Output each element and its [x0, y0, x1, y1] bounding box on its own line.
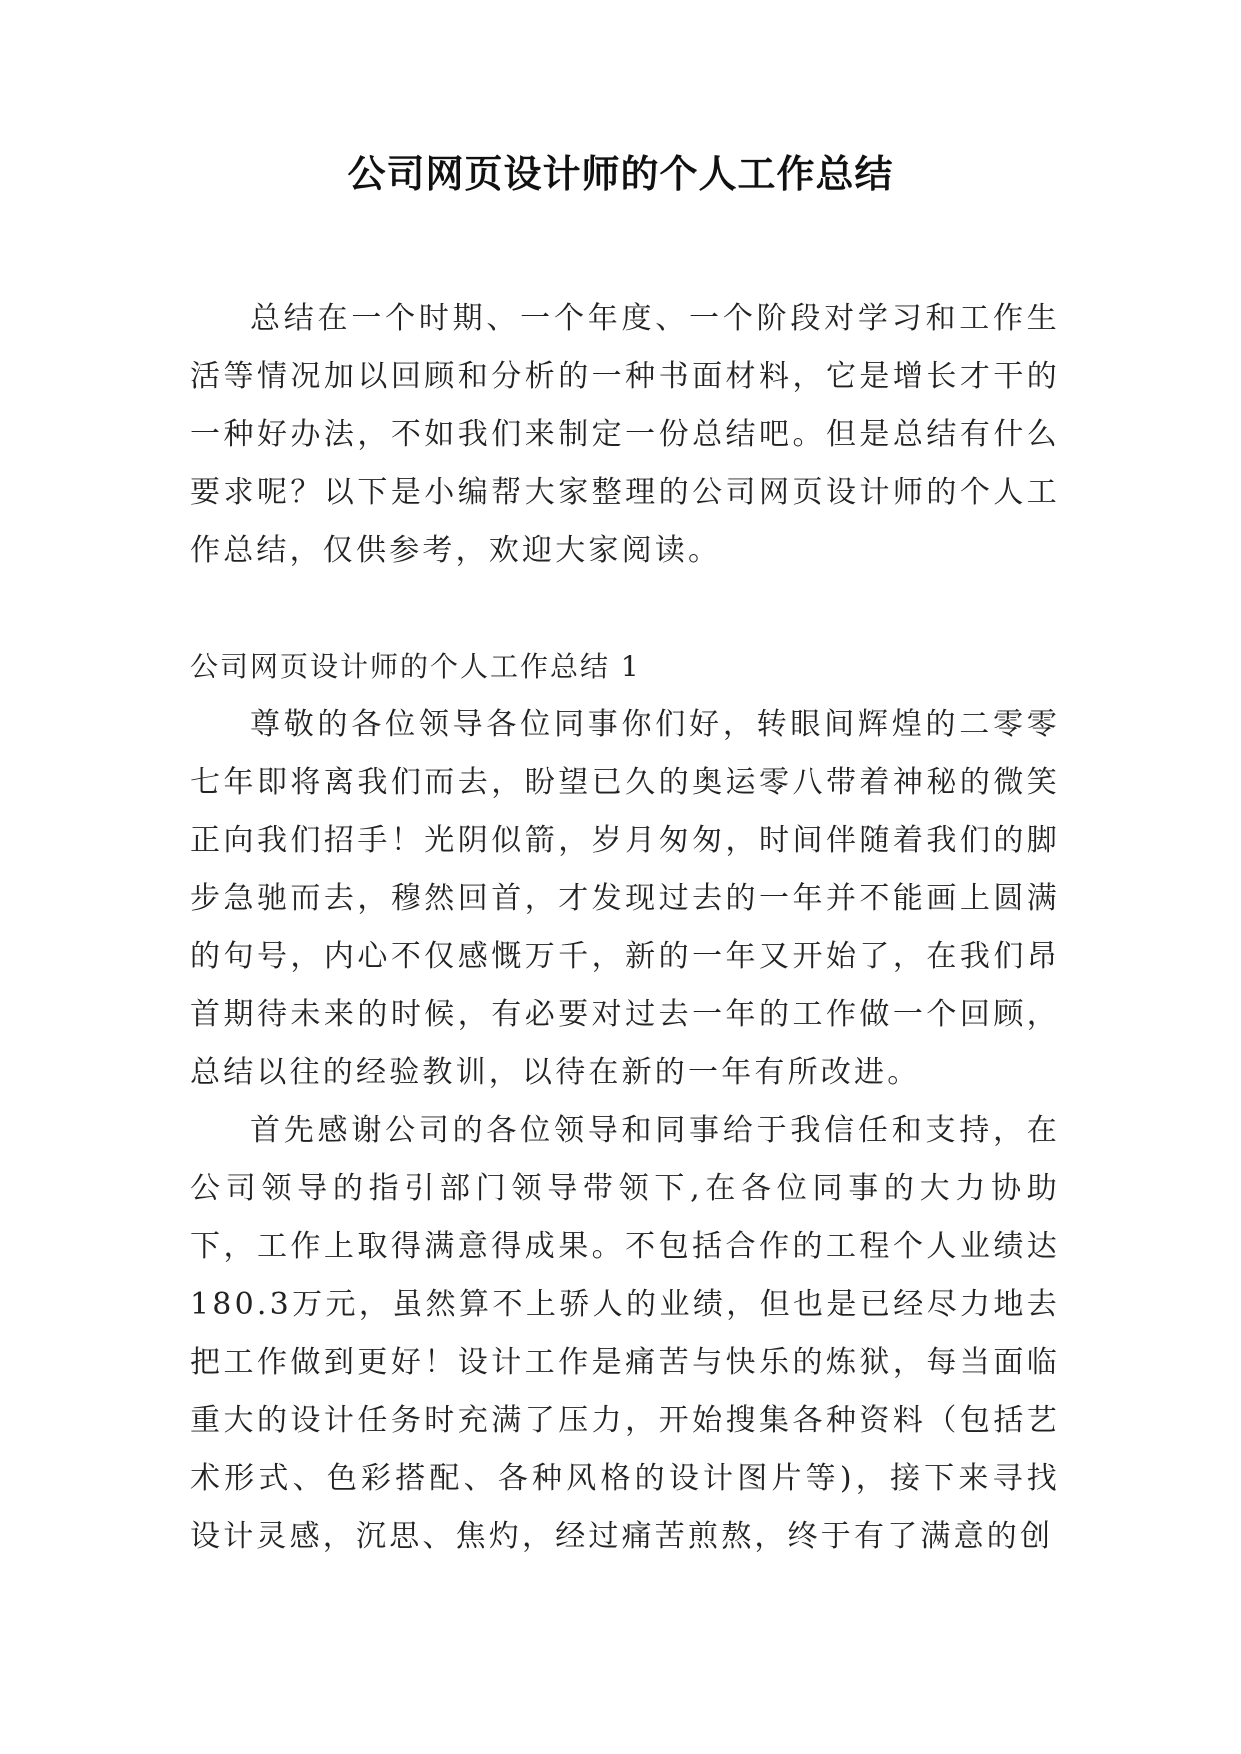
document-title: 公司网页设计师的个人工作总结 [347, 152, 894, 196]
intro-paragraph: 总结在一个时期、一个年度、一个阶段对学习和工作生活等情况加以回顾和分析的一种书面材料，它是增长才干的一种好办法，不如我们来制定一份总结吧。但是总结有什么要求呢？以下是小编帮大家整理的公司网页设计师的个人工作总结，仅供参考，欢迎大家阅读。 [190, 301, 1060, 568]
body-paragraph-2: 首先感谢公司的各位领导和同事给于我信任和支持，在公司领导的指引部门领导带领下,在各位同事的大力协助下，工作上取得满意得成果。不包括合作的工程个人业绩达180.3万元，虽然算不上骄人的业绩，但也是已经尽力地去把工作做到更好！设计工作是痛苦与快乐的炼狱，每当面临重大的设计任务时充满了压力，开始搜集各种资料（包括艺术形式、色彩搭配、各种风格的设计图片等)，接下来寻找设计灵感，沉思、焦灼，经过痛苦煎熬，终于有了满意的创 [190, 1113, 1060, 1554]
body-paragraph-1: 尊敬的各位领导各位同事你们好，转眼间辉煌的二零零七年即将离我们而去，盼望已久的奥运零八带着神秘的微笑正向我们招手！光阴似箭，岁月匆匆，时间伴随着我们的脚步急驰而去，穆然回首，才发现过去的一年并不能画上圆满的句号，内心不仅感慨万千，新的一年又开始了，在我们昂首期待未来的时候，有必要对过去一年的工作做一个回顾，总结以往的经验教训，以待在新的一年有所改进。 [190, 707, 1060, 1090]
section-heading: 公司网页设计师的个人工作总结 1 [190, 650, 641, 683]
document-body [190, 290, 1060, 1566]
